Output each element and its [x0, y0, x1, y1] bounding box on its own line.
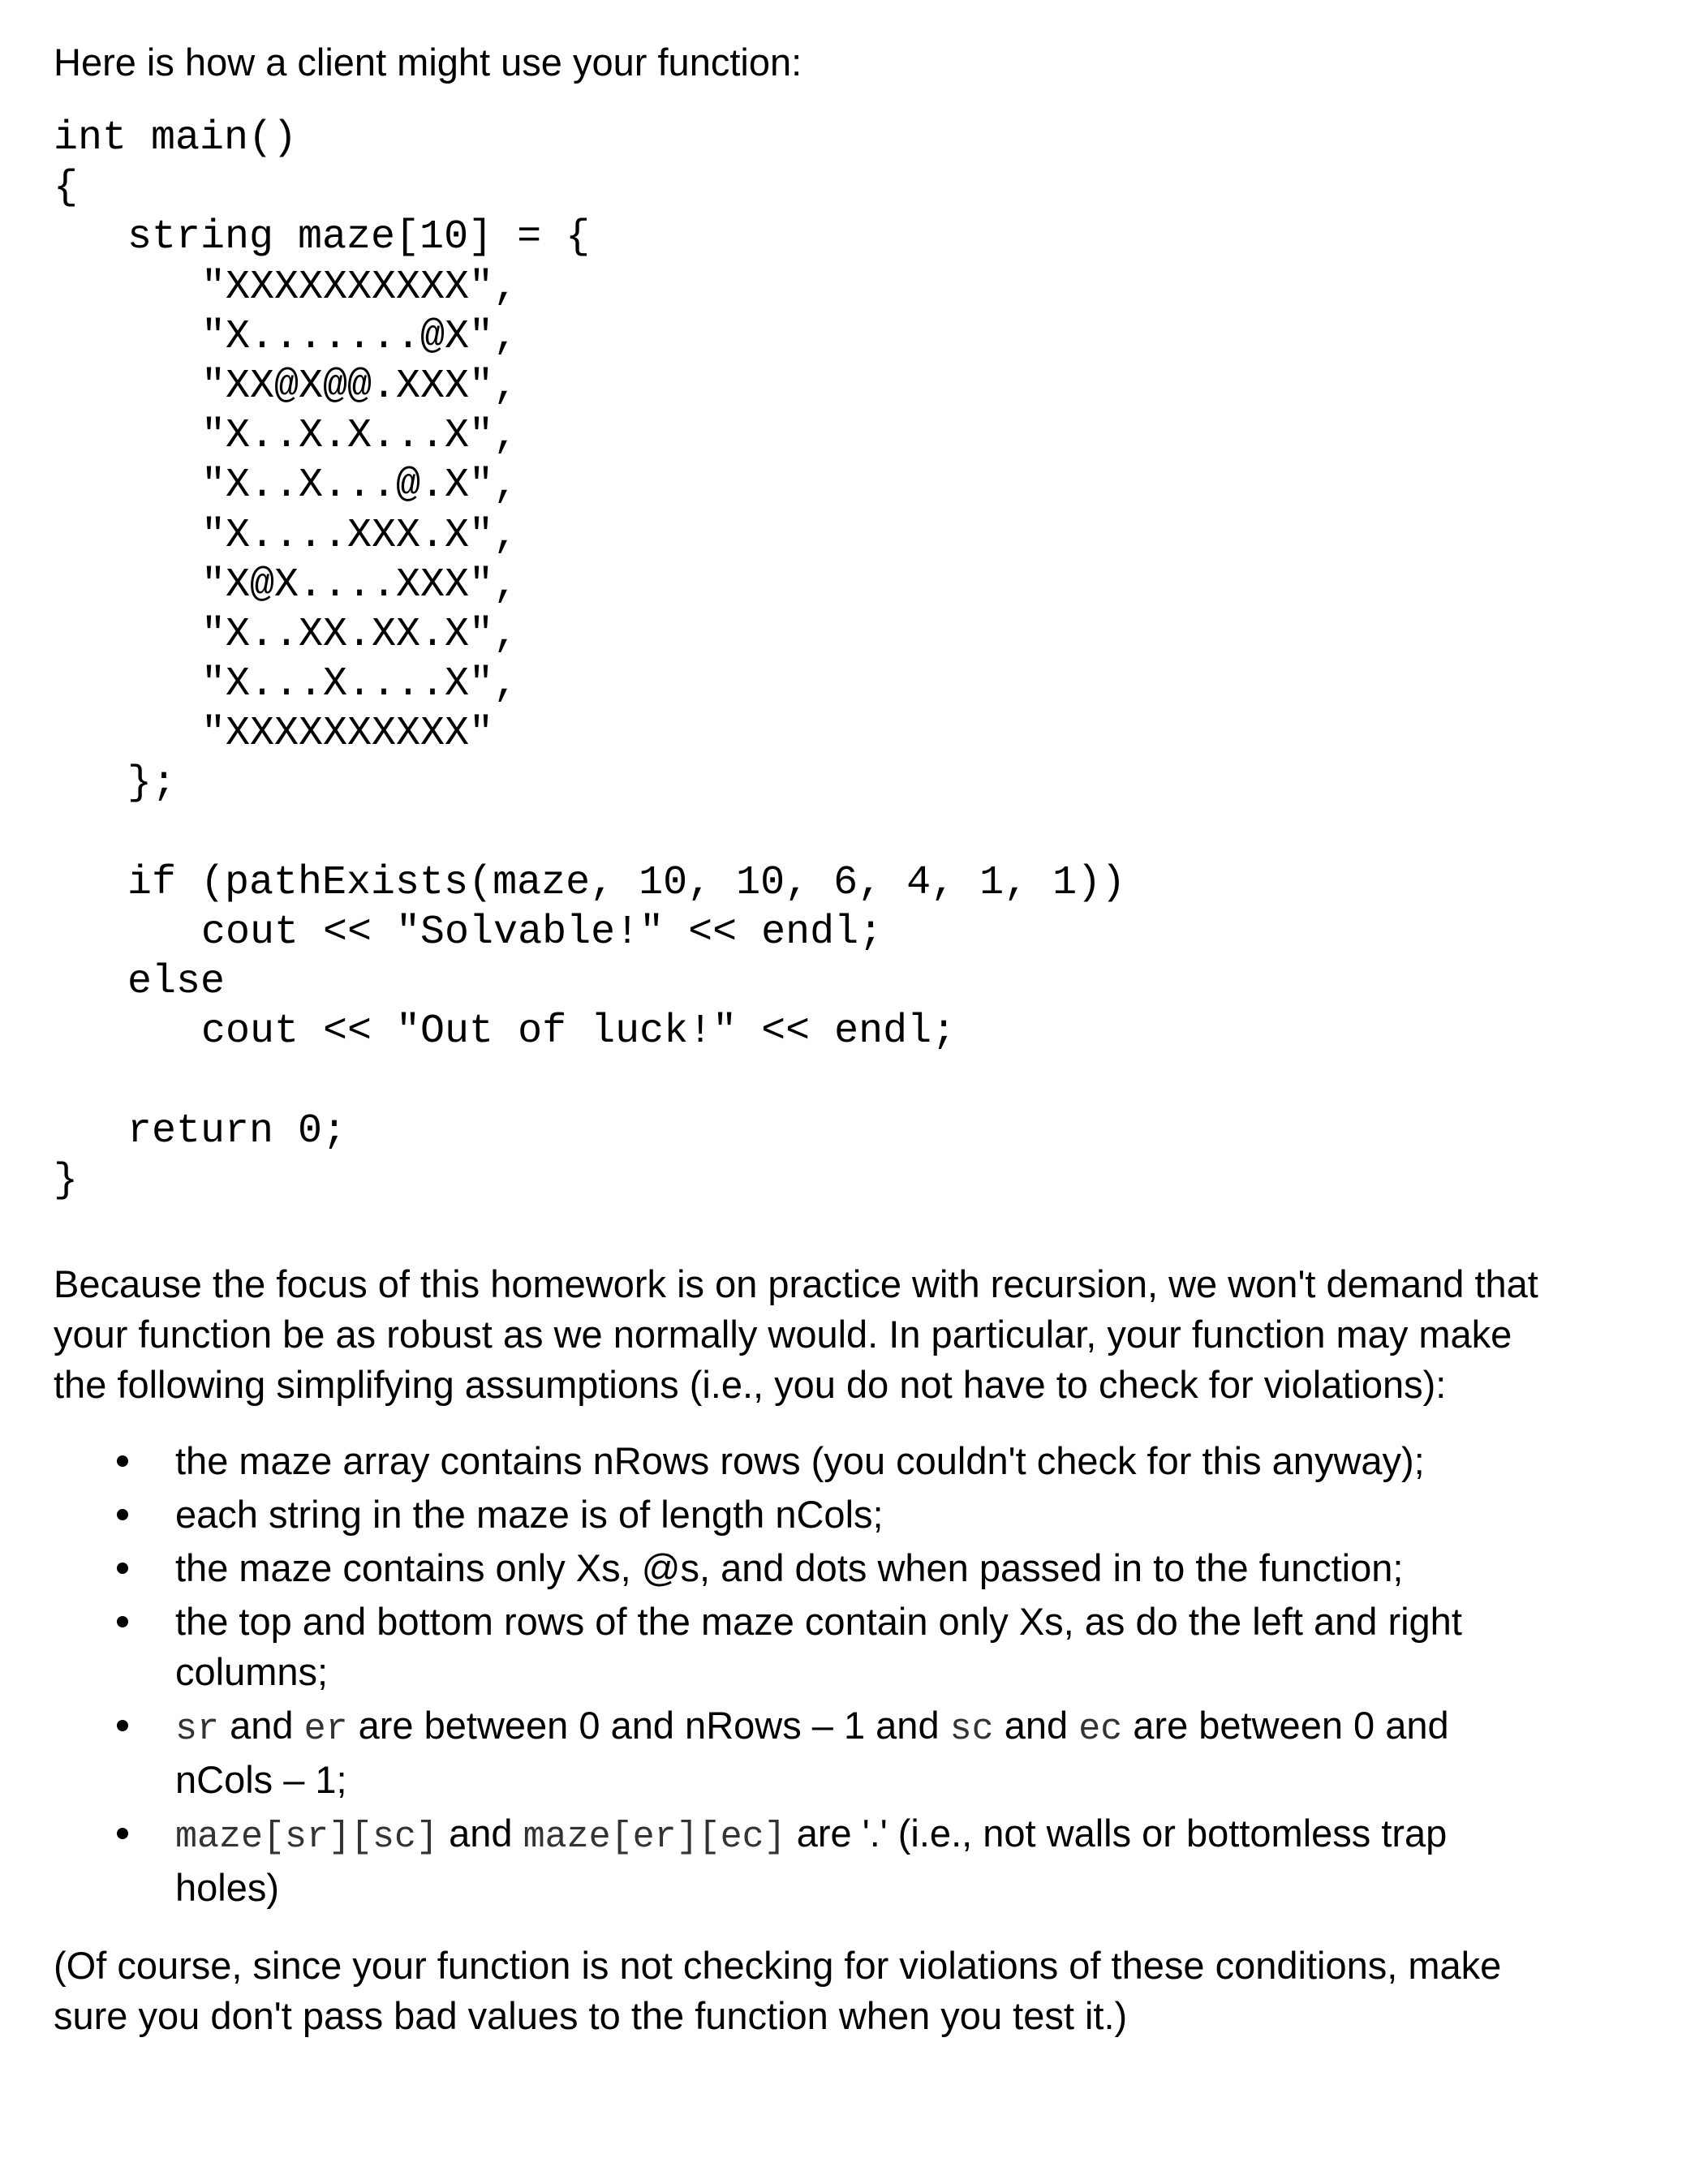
intro-text: Here is how a client might use your function:	[54, 41, 802, 84]
list-item-text: the maze array contains nRows rows (you couldn't check for this anyway);	[175, 1439, 1425, 1482]
code-line: "X@X....XXX",	[201, 561, 518, 608]
list-item-text: the top and bottom rows of the maze contain only Xs, as do the left and right	[175, 1600, 1462, 1643]
bullet-icon	[117, 1509, 128, 1520]
closing-paragraph	[54, 1941, 1676, 2041]
list-item	[54, 1597, 1676, 1697]
code-line: cout << "Out of luck!" << endl;	[201, 1008, 957, 1055]
text-fragment: are between 0 and nRows – 1 and	[347, 1704, 950, 1747]
code-maze-end: maze[er][ec]	[523, 1816, 786, 1858]
code-line: "X..X...@.X",	[201, 462, 518, 509]
bullet-icon	[117, 1455, 128, 1467]
list-item-text: holes)	[175, 1866, 280, 1909]
bullet-icon	[117, 1563, 128, 1574]
text-fragment: and	[438, 1812, 523, 1855]
list-item	[54, 1490, 1676, 1540]
code-ec: ec	[1078, 1709, 1123, 1750]
code-sc: sc	[949, 1709, 994, 1750]
code-maze-start: maze[sr][sc]	[175, 1816, 439, 1858]
code-line: };	[127, 760, 177, 807]
code-line	[54, 809, 1125, 858]
code-line: "X.......@X",	[201, 313, 518, 360]
paragraph-line: Because the focus of this homework is on practice with recursion, we won't demand that	[54, 1262, 1538, 1305]
list-item-text	[175, 1808, 1676, 1863]
list-item	[54, 1700, 1676, 1805]
code-line: "XXXXXXXXXX",	[201, 264, 518, 311]
code-line	[54, 1057, 1125, 1107]
code-sr: sr	[175, 1709, 220, 1750]
list-item-text: nCols – 1;	[175, 1758, 347, 1801]
list-item-text: columns;	[175, 1650, 329, 1693]
list-item	[54, 1808, 1676, 1913]
code-line: "XX@X@@.XXX",	[201, 363, 518, 410]
list-item	[54, 1543, 1676, 1593]
assumptions-paragraph	[54, 1259, 1676, 1410]
paragraph-line: (Of course, since your function is not checking for violations of these conditions, make	[54, 1944, 1502, 1987]
paragraph-line: the following simplifying assumptions (i.e., you do not have to check for violations):	[54, 1363, 1447, 1406]
list-item-text: the maze contains only Xs, @s, and dots when passed in to the function;	[175, 1546, 1404, 1589]
paragraph-line: your function be as robust as we normally would. In particular, your function may make	[54, 1313, 1512, 1356]
code-line: else	[127, 959, 226, 1006]
code-line: "X....XXX.X",	[201, 512, 518, 559]
bullet-icon	[117, 1828, 128, 1839]
code-line: "X..X.X...X",	[201, 413, 518, 460]
code-line: "XXXXXXXXXX"	[201, 711, 494, 758]
code-line: "X..XX.XX.X",	[201, 611, 518, 658]
text-fragment: and	[993, 1704, 1079, 1747]
paragraph-line: sure you don't pass bad values to the function when you test it.)	[54, 1994, 1128, 2037]
code-line: if (pathExists(maze, 10, 10, 6, 4, 1, 1))	[127, 859, 1126, 906]
code-line: {	[54, 165, 79, 212]
text-fragment: are between 0 and	[1122, 1704, 1449, 1747]
bullet-icon	[117, 1720, 128, 1731]
list-item-text: each string in the maze is of length nCols;	[175, 1493, 884, 1536]
text-fragment: are '.' (i.e., not walls or bottomless trap	[785, 1812, 1448, 1855]
code-block	[54, 114, 1125, 1206]
code-line: string maze[10] = {	[127, 214, 591, 261]
text-fragment: and	[219, 1704, 304, 1747]
assumptions-list	[54, 1436, 1676, 1916]
code-line: cout << "Solvable!" << endl;	[201, 909, 884, 956]
code-line: "X...X....X",	[201, 661, 518, 708]
code-line: int main()	[54, 115, 298, 161]
code-line: return 0;	[127, 1107, 347, 1154]
list-item	[54, 1436, 1676, 1486]
code-er: er	[303, 1709, 348, 1750]
bullet-icon	[117, 1616, 128, 1627]
list-item-text	[175, 1700, 1676, 1755]
code-line: }	[54, 1157, 79, 1204]
